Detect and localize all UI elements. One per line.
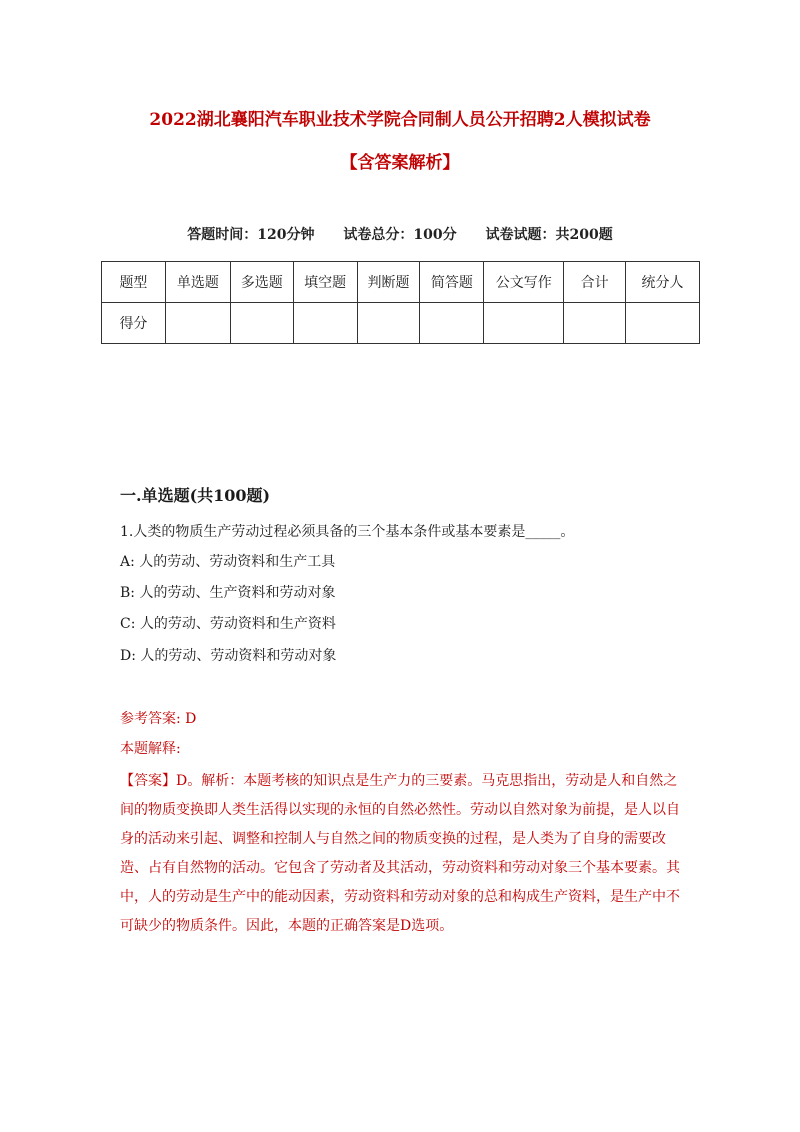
score-cell	[420, 303, 484, 344]
score-table	[101, 261, 700, 344]
score-cell	[484, 303, 564, 344]
option-b: B: 人的劳动、生产资料和劳动对象	[120, 585, 336, 601]
header-cell: 简答题	[420, 262, 484, 303]
header-cell: 题型	[102, 262, 166, 303]
document-title: 2022湖北襄阳汽车职业技术学院合同制人员公开招聘2人模拟试卷	[149, 110, 651, 130]
score-cell	[357, 303, 420, 344]
reference-answer: 参考答案: D	[120, 711, 197, 727]
score-cell	[293, 303, 357, 344]
question-text: 1.人类的物质生产劳动过程必须具备的三个基本条件或基本要素是_____。	[120, 524, 575, 540]
exam-question-count: 试卷试题：共200题	[485, 227, 613, 243]
score-table-header-row	[102, 262, 700, 303]
score-cell	[564, 303, 626, 344]
section-title: 一.单选题(共100题)	[120, 486, 271, 505]
score-table-score-row	[102, 303, 700, 344]
header-cell: 合计	[564, 262, 626, 303]
option-d: D: 人的劳动、劳动资料和劳动对象	[120, 648, 337, 664]
document-subtitle: 【含答案解析】	[340, 153, 460, 173]
header-cell: 判断题	[357, 262, 420, 303]
exam-time: 答题时间：120分钟	[187, 227, 315, 243]
score-row-label: 得分	[102, 303, 166, 344]
score-cell	[230, 303, 293, 344]
score-cell	[165, 303, 230, 344]
header-cell: 填空题	[293, 262, 357, 303]
exam-info	[0, 224, 800, 244]
exam-total-score: 试卷总分：100分	[343, 227, 457, 243]
explanation-label: 本题解释:	[120, 741, 181, 757]
header-cell: 公文写作	[484, 262, 564, 303]
explanation-text: 【答案】D。解析：本题考核的知识点是生产力的三要素。马克思指出，劳动是人和自然之间的物质变换即人类生活得以实现的永恒的自然必然性。劳动以自然对象为前提，是人以自身的活动来引起、调整和控制人与自然之间的物质变换的过程，是人类为了自身的需要改造、占有自然物的活动。它包含了劳动者及其活动，劳动资料和劳动对象三个基本要素。其中，人的劳动是生产中的能动因素，劳动资料和劳动对象的总和构成生产资料，是生产中不可缺少的物质条件。因此，本题的正确答案是D选项。	[120, 773, 680, 934]
header-cell: 统分人	[626, 262, 700, 303]
option-a: A: 人的劳动、劳动资料和生产工具	[120, 554, 336, 570]
option-c: C: 人的劳动、劳动资料和生产资料	[120, 616, 336, 632]
header-cell: 单选题	[165, 262, 230, 303]
score-cell	[626, 303, 700, 344]
header-cell: 多选题	[230, 262, 293, 303]
